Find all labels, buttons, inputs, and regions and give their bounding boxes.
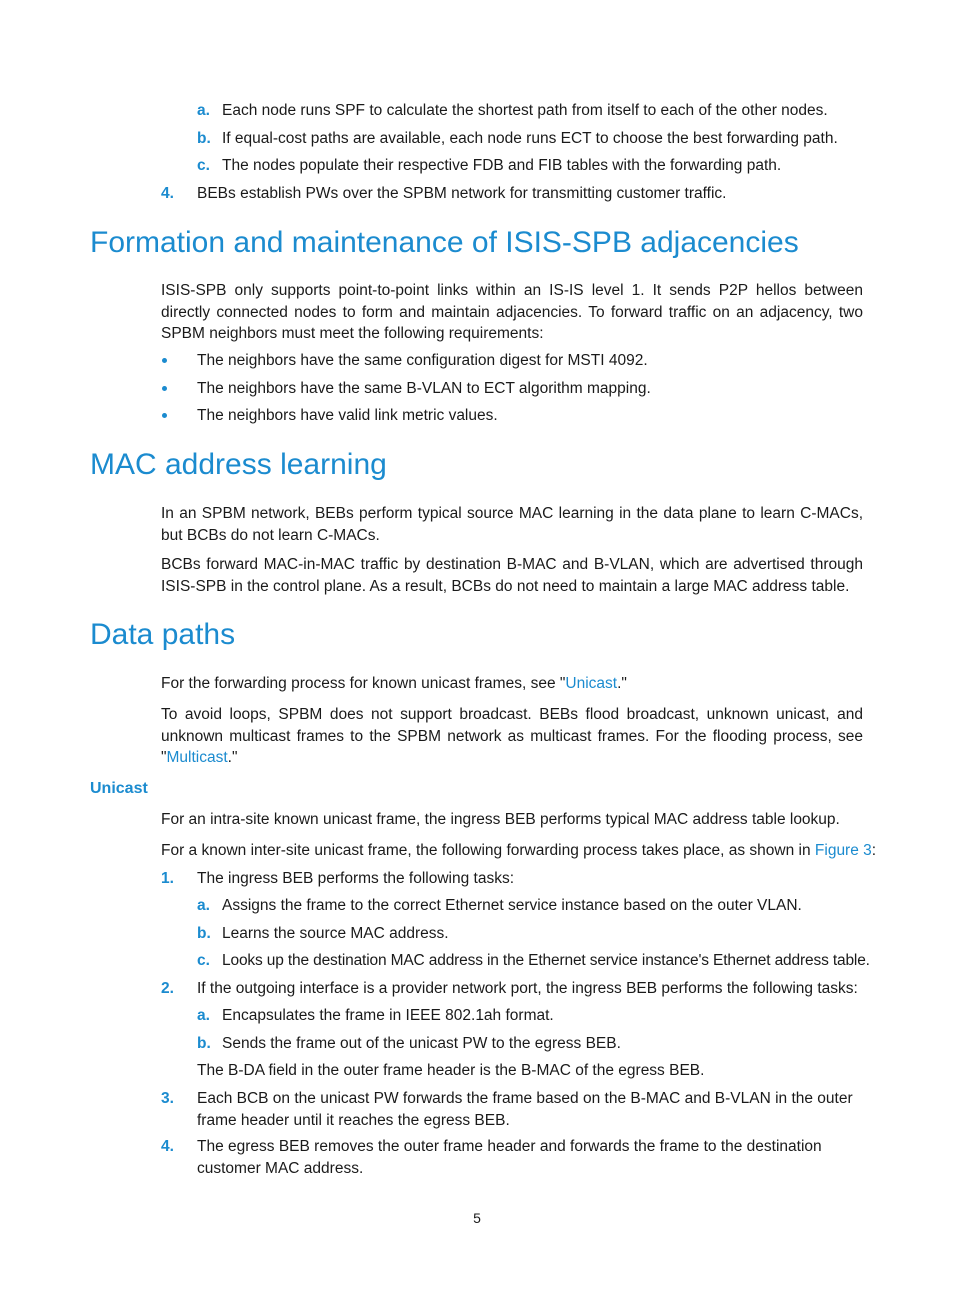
text-segment: To avoid loops, SPBM does not support broadcast. BEBs flood broadcast, unknown unicast, and unknown multicast frames to the SPBM network as multicast frames. For the flooding process, see " [161, 706, 863, 766]
step-1: The ingress BEB performs the following tasks: [197, 870, 515, 887]
list-marker-b: b. [197, 1035, 211, 1052]
unicast-link[interactable]: Unicast [565, 675, 618, 692]
text-segment: For a known inter-site unicast frame, the following forwarding process takes place, as shown in [161, 842, 815, 859]
list-marker-2: 2. [161, 980, 174, 997]
heading-mac-learning: MAC address learning [90, 448, 387, 481]
list-item-4: BEBs establish PWs over the SPBM network for transmitting customer traffic. [197, 185, 727, 202]
list-marker-b: b. [197, 130, 211, 147]
bullet-dot [162, 358, 167, 363]
list-marker-a: a. [197, 1007, 210, 1024]
formation-bullet-3: The neighbors have valid link metric values. [197, 407, 498, 424]
text-segment: ." [617, 675, 627, 692]
formation-paragraph: ISIS-SPB only supports point-to-point links within an IS-IS level 1. It sends P2P hellos between directly connected nodes to form and maintain adjacencies. To forward traffic on an adjacency, two SPBM neighbors must meet the following requirements: [161, 282, 863, 342]
formation-bullet-2: The neighbors have the same B-VLAN to ECT algorithm mapping. [197, 380, 651, 397]
list-marker-3: 3. [161, 1090, 174, 1107]
list-marker-a: a. [197, 897, 210, 914]
list-marker-b: b. [197, 925, 211, 942]
multicast-link[interactable]: Multicast [166, 749, 228, 766]
data-paths-paragraph-2 [161, 704, 863, 769]
step-4: The egress BEB removes the outer frame header and forwards the frame to the destination customer MAC address. [197, 1138, 822, 1177]
text-segment: ." [227, 749, 238, 766]
step-2-a: Encapsulates the frame in IEEE 802.1ah format. [222, 1007, 554, 1024]
step-1-a: Assigns the frame to the correct Ethernet service instance based on the outer VLAN. [222, 897, 802, 914]
step-2: If the outgoing interface is a provider network port, the ingress BEB performs the following tasks: [197, 980, 858, 997]
page-number: 5 [473, 1210, 481, 1226]
step-2-b: Sends the frame out of the unicast PW to the egress BEB. [222, 1035, 621, 1052]
bullet-dot [162, 386, 167, 391]
mac-paragraph-1: In an SPBM network, BEBs perform typical source MAC learning in the data plane to learn C-MACs, but BCBs do not learn C-MACs. [161, 505, 863, 544]
heading-unicast: Unicast [90, 780, 148, 797]
step-1-b: Learns the source MAC address. [222, 925, 449, 942]
list-marker-4: 4. [161, 185, 174, 202]
formation-bullet-1: The neighbors have the same configuration digest for MSTI 4092. [197, 352, 648, 369]
bullet-dot [162, 413, 167, 418]
list-marker-a: a. [197, 102, 210, 119]
step-2-note: The B-DA field in the outer frame header is the B-MAC of the egress BEB. [197, 1062, 705, 1079]
step-3: Each BCB on the unicast PW forwards the frame based on the B-MAC and B-VLAN in the outer frame header until it reaches the egress BEB. [197, 1090, 853, 1129]
sub-item-c: The nodes populate their respective FDB and FIB tables with the forwarding path. [222, 157, 782, 174]
sub-item-b: If equal-cost paths are available, each node runs ECT to choose the best forwarding path. [222, 130, 838, 147]
figure-3-link[interactable]: Figure 3 [814, 842, 872, 859]
text-segment: For the forwarding process for known unicast frames, see " [161, 675, 566, 692]
unicast-paragraph-2 [161, 840, 876, 861]
text-segment: : [871, 842, 877, 859]
data-paths-paragraph-1 [161, 673, 863, 695]
heading-data-paths: Data paths [90, 618, 236, 651]
mac-paragraph-2: BCBs forward MAC-in-MAC traffic by destination B-MAC and B-VLAN, which are advertised through ISIS-SPB in the control plane. As a result, BCBs do not need to maintain a large MAC address table. [161, 556, 863, 595]
list-marker-4: 4. [161, 1138, 174, 1155]
sub-item-a: Each node runs SPF to calculate the shortest path from itself to each of the other nodes. [222, 102, 828, 119]
heading-formation: Formation and maintenance of ISIS-SPB adjacencies [90, 226, 799, 259]
list-marker-1: 1. [161, 870, 174, 887]
step-1-c: Looks up the destination MAC address in the Ethernet service instance's Ethernet address table. [222, 952, 870, 969]
unicast-paragraph-1: For an intra-site known unicast frame, the ingress BEB performs typical MAC address table lookup. [161, 811, 840, 828]
list-marker-c: c. [197, 952, 210, 969]
list-marker-c: c. [197, 157, 210, 174]
